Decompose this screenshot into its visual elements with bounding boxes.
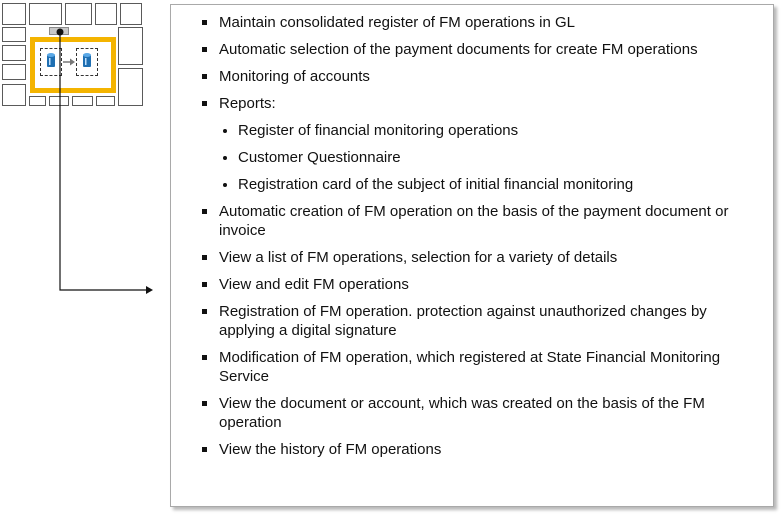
sub-item-text: Register of financial monitoring operations [238, 122, 519, 139]
thumb-cell [96, 96, 115, 106]
thumb-cell [2, 64, 26, 80]
feature-text: View and edit FM operations [219, 276, 409, 293]
sub-list [219, 121, 761, 194]
sub-item [219, 121, 761, 140]
square-bullet-icon [202, 101, 207, 106]
thumb-cell [2, 45, 26, 61]
thumb-cell [72, 96, 93, 106]
database-icon [40, 48, 62, 76]
square-bullet-icon [202, 447, 207, 452]
sub-item [219, 175, 761, 194]
thumb-cell [2, 84, 26, 106]
sub-item [219, 148, 761, 167]
square-bullet-icon [202, 209, 207, 214]
feature-item [171, 94, 771, 194]
source-node [40, 48, 62, 76]
thumb-cell [118, 68, 143, 106]
square-bullet-icon [202, 401, 207, 406]
thumb-cell [29, 96, 46, 106]
features-panel [170, 4, 774, 507]
feature-text: Reports: [219, 95, 276, 112]
feature-item [171, 440, 771, 459]
feature-text: Modification of FM operation, which registered at State Financial Monitoring Service [219, 349, 721, 385]
feature-item [171, 248, 771, 267]
feature-item [171, 13, 771, 32]
feature-item [171, 40, 771, 59]
square-bullet-icon [202, 47, 207, 52]
feature-text: Monitoring of accounts [219, 68, 370, 85]
sub-item-text: Customer Questionnaire [238, 149, 401, 166]
round-bullet-icon [223, 156, 227, 160]
feature-text: Registration of FM operation. protection against unauthorized changes by applying a digital signature [219, 303, 707, 339]
thumb-cell [65, 3, 92, 25]
feature-text: Maintain consolidated register of FM operations in GL [219, 14, 576, 31]
highlighted-module [30, 37, 116, 93]
square-bullet-icon [202, 282, 207, 287]
feature-item [171, 394, 771, 432]
round-bullet-icon [223, 129, 227, 133]
target-node [76, 48, 98, 76]
thumb-cell [29, 3, 62, 25]
database-icon [76, 48, 98, 76]
thumb-cell [49, 96, 69, 106]
square-bullet-icon [202, 74, 207, 79]
feature-item [171, 302, 771, 340]
feature-text: Automatic selection of the payment documents for create FM operations [219, 41, 698, 58]
feature-item [171, 275, 771, 294]
feature-item [171, 202, 771, 240]
square-bullet-icon [202, 309, 207, 314]
feature-text: Automatic creation of FM operation on the basis of the payment document or invoice [219, 203, 729, 239]
feature-text: View a list of FM operations, selection for a variety of details [219, 249, 618, 266]
thumb-cell [118, 27, 143, 65]
round-bullet-icon [223, 183, 227, 187]
square-bullet-icon [202, 255, 207, 260]
thumb-cell [2, 27, 26, 42]
sub-item-text: Registration card of the subject of initial financial monitoring [238, 176, 634, 193]
thumb-cell [95, 3, 117, 25]
layout-thumbnail [0, 0, 150, 112]
square-bullet-icon [202, 20, 207, 25]
feature-text: View the history of FM operations [219, 441, 442, 458]
feature-text: View the document or account, which was created on the basis of the FM operation [219, 395, 705, 431]
square-bullet-icon [202, 355, 207, 360]
thumb-tab [49, 27, 69, 35]
feature-item [171, 67, 771, 86]
thumb-cell [120, 3, 142, 25]
thumb-cell [2, 3, 26, 25]
arrow-right-icon [62, 57, 76, 67]
feature-item [171, 348, 771, 386]
feature-list [171, 13, 771, 467]
